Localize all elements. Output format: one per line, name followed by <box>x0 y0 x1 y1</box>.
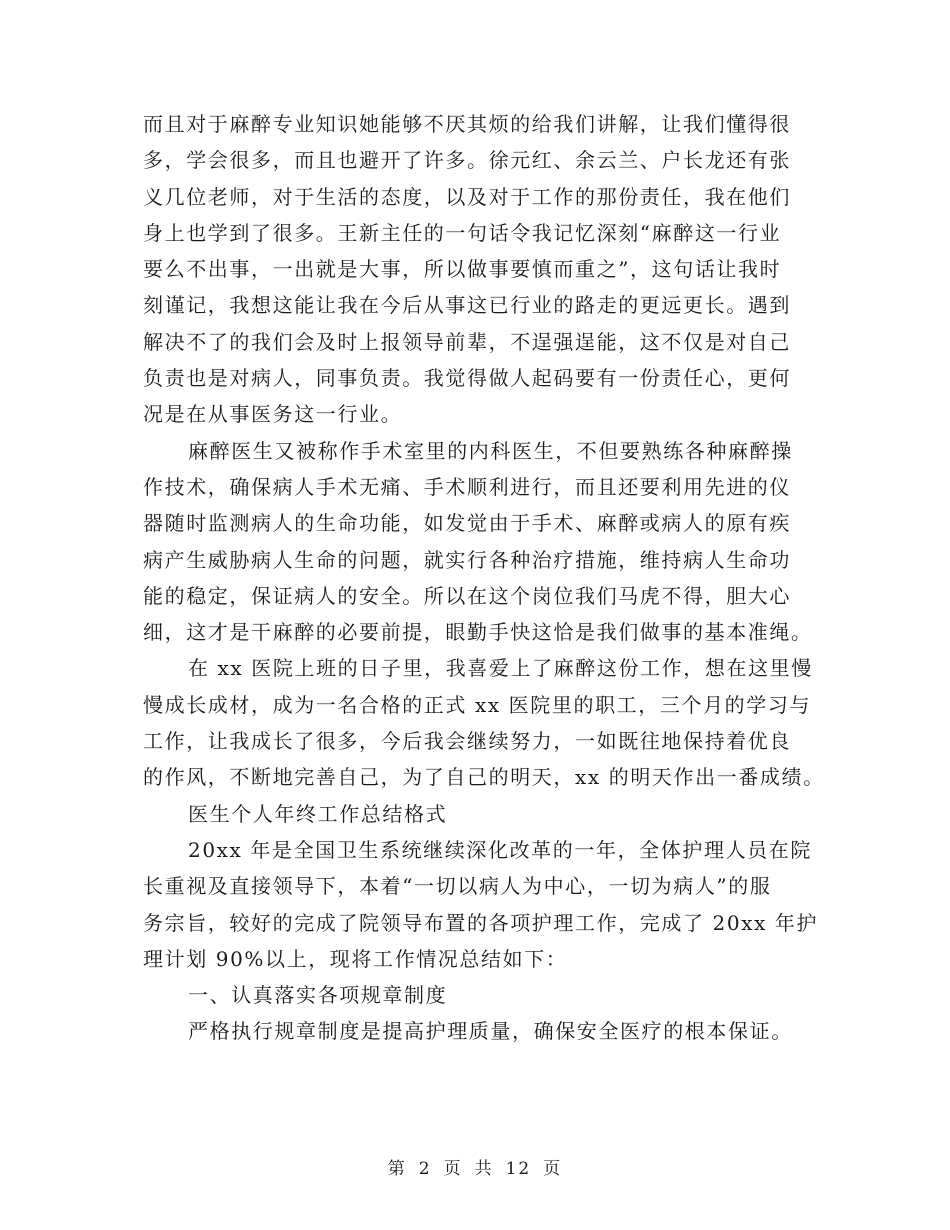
text-line: 务宗旨，较好的完成了院领导布置的各项护理工作，完成了 20xx 年护 <box>143 910 819 935</box>
text-line: 长重视及直接领导下，本着“一切以病人为中心，一切为病人”的服 <box>143 874 772 899</box>
text-line: 工作，让我成长了很多，今后我会继续努力，一如既往地保持着优良 <box>143 729 791 754</box>
footer-label-page: 第 <box>387 1159 407 1179</box>
footer-current-page: 2 <box>418 1159 432 1179</box>
footer-total-pages: 12 <box>505 1159 532 1179</box>
text-line: 在 xx 医院上班的日子里，我喜爱上了麻醉这份工作，想在这里慢 <box>188 656 813 681</box>
text-line: 理计划 90%以上，现将工作情况总结如下： <box>143 946 568 971</box>
text-line: 义几位老师，对于生活的态度，以及对于工作的那份责任，我在他们 <box>143 184 791 209</box>
footer-label-of: 页 <box>443 1159 463 1179</box>
text-line: 要么不出事，一出就是大事，所以做事要慎而重之”，这句话让我时 <box>143 257 782 282</box>
footer-label-total: 共 <box>474 1159 494 1179</box>
text-line: 能的稳定，保证病人的安全。所以在这个岗位我们马虎不得，胆大心 <box>143 583 791 608</box>
text-line: 病产生威胁病人生命的问题，就实行各种治疗措施，维持病人生命功 <box>143 547 791 572</box>
text-line: 而且对于麻醉专业知识她能够不厌其烦的给我们讲解，让我们懂得很 <box>143 112 791 136</box>
text-line: 一、认真落实各项规章制度 <box>188 983 448 1008</box>
text-line: 刻谨记，我想这能让我在今后从事这已行业的路走的更远更长。遇到 <box>143 293 791 318</box>
text-line: 医生个人年终工作总结格式 <box>188 801 448 826</box>
footer-label-end: 页 <box>543 1159 563 1179</box>
text-line: 20xx 年是全国卫生系统继续深化改革的一年，全体护理人员在院 <box>188 837 812 862</box>
text-line: 慢成长成材，成为一名合格的正式 xx 医院里的职工，三个月的学习与 <box>143 692 812 717</box>
text-line: 的作风，不断地完善自己，为了自己的明天，xx 的明天作出一番成绩。 <box>143 765 825 790</box>
text-line: 细，这才是干麻醉的必要前提，眼勤手快这恰是我们做事的基本准绳。 <box>143 620 813 645</box>
text-line: 作技术，确保病人手术无痛、手术顺利进行，而且还要利用先进的仪 <box>143 474 791 499</box>
text-line: 解决不了的我们会及时上报领导前辈，不逞强逞能，这不仅是对自己 <box>143 329 791 354</box>
text-line: 身上也学到了很多。王新主任的一句话令我记忆深刻“麻醉这一行业 <box>143 220 782 245</box>
text-line: 麻醉医生又被称作手术室里的内科医生，不但要熟练各种麻醉操 <box>188 438 793 463</box>
document-body <box>143 106 825 1050</box>
text-line: 多，学会很多，而且也避开了许多。徐元红、余云兰、户长龙还有张 <box>143 148 791 173</box>
text-line: 负责也是对病人，同事负责。我觉得做人起码要有一份责任心，更何 <box>143 366 791 391</box>
text-line: 器随时监测病人的生命功能，如发觉由于手术、麻醉或病人的原有疾 <box>143 511 791 536</box>
text-line: 严格执行规章制度是提高护理质量，确保安全医疗的根本保证。 <box>188 1019 793 1044</box>
text-line: 况是在从事医务这一行业。 <box>143 402 403 427</box>
page-footer <box>0 1154 950 1179</box>
